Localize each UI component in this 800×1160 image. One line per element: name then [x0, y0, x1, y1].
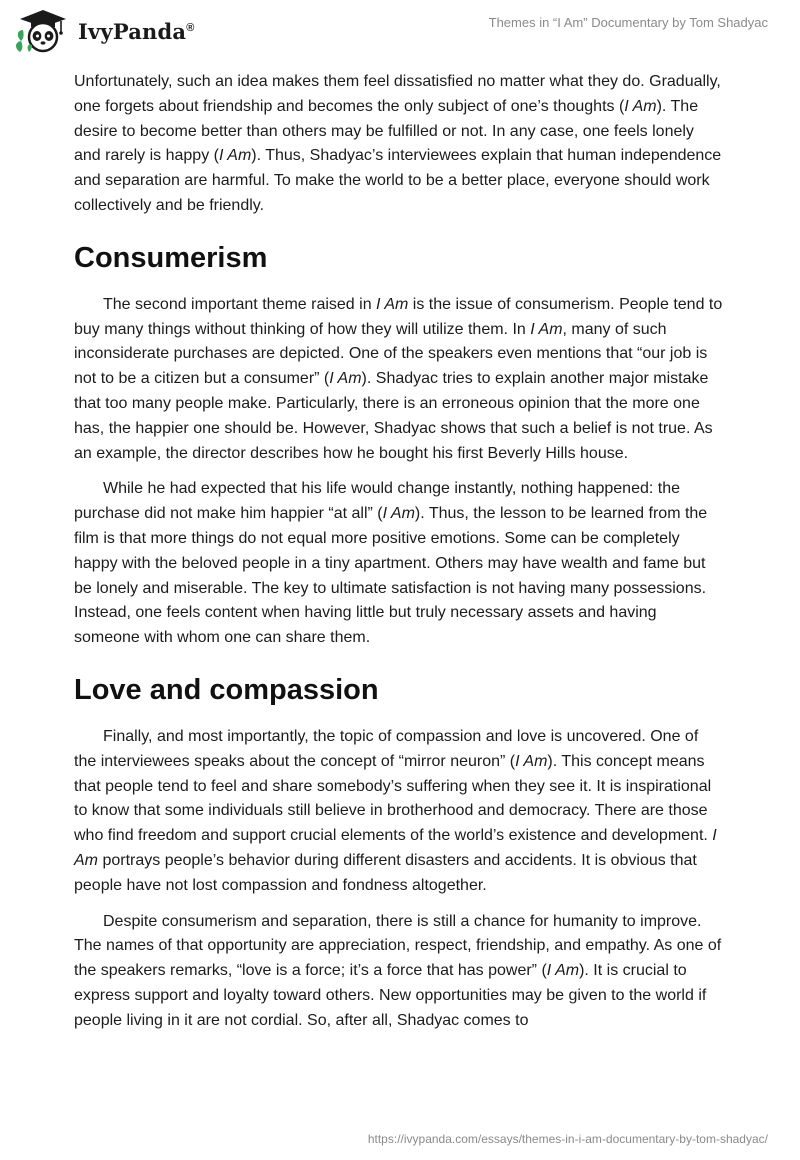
paragraph-love-2: Despite consumerism and separation, there is still a chance for humanity to improve. The names of that opportunity are appreciation, respect, friendship, and empathy. As one of the speakers remarks, “love is a force; it’s a force that has power” (I Am). It is crucial to express support and loyalty toward others. New opportunities may be given to the world if people living in it are not cordial. So, after all, Shadyac comes to [74, 912, 722, 1029]
paragraph-love-1: Finally, and most importantly, the topic of compassion and love is uncovered. One of the interviewees speaks about the concept of “mirror neuron” (I Am). This concept means that people tend to feel and share somebody’s suffering when they see it. It is inspirational to know that some individuals still believe in brotherhood and democracy. There are those who find freedom and support crucial elements of the world’s existence and development. I Am portrays people’s behavior during different disasters and accidents. It is obvious that people have not lost compassion and fondness altogether. [74, 727, 717, 894]
page-header [0, 0, 800, 70]
film-title-italic: I Am [530, 320, 563, 338]
panda-logo-icon [14, 8, 72, 54]
document-title: Themes in “I Am” Documentary by Tom Shadyac [488, 15, 768, 30]
paragraph-consumerism-2: While he had expected that his life would change instantly, nothing happened: the purchase did not make him happier “at all” (I Am). Thus, the lesson to be learned from the film is that more things do not equal more positive emotions. Some can be completely happy with the beloved people in a tiny apartment. Others may have wealth and fame but be lonely and miserable. The key to ultimate satisfaction is not having many possessions. Instead, one feels content when having little but truly necessary assets and having someone with whom one can share them. [74, 480, 708, 647]
brand-name: IvyPanda® [78, 18, 195, 44]
heading-consumerism: Consumerism [74, 241, 268, 274]
film-title-italic: I Am [74, 827, 717, 869]
essay-content [74, 70, 724, 1045]
film-title-italic: I Am [218, 147, 252, 165]
film-title-italic: I Am [329, 370, 362, 388]
film-title-italic: I Am [382, 505, 415, 523]
film-title-italic: I Am [624, 97, 657, 115]
ivypanda-logo[interactable] [14, 8, 195, 54]
film-title-italic: I Am [515, 752, 548, 770]
paragraph-intro-continued: Unfortunately, such an idea makes them feel dissatisfied no matter what they do. Gradually, one forgets about friendship and becomes the only subject of one’s thoughts (I Am). The desire to become better than others may be fulfilled or not. In any case, one feels lonely and rarely is happy (I Am). Thus, Shadyac’s interviewees explain that human independence and separation are harmful. To make the world to be a better place, everyone should work collectively and be friendly. [74, 73, 722, 214]
registered-mark: ® [186, 21, 195, 34]
heading-love-compassion: Love and compassion [74, 673, 379, 706]
paragraph-consumerism-1: The second important theme raised in I Am is the issue of consumerism. People tend to buy many things without thinking of how they will utilize them. In I Am, many of such inconsiderate purchases are depicted. One of the speakers even mentions that “our job is not to be a citizen but a consumer” (I Am). Shadyac tries to explain another major mistake that too many people make. Particularly, there is an erroneous opinion that the more one has, the happier one should be. However, Shadyac shows that such a belief is not true. As an example, the director describes how he bought his first Beverly Hills house. [74, 295, 723, 462]
film-title-italic: I Am [546, 962, 580, 980]
source-url[interactable]: https://ivypanda.com/essays/themes-in-i-am-documentary-by-tom-shadyac/ [367, 1132, 768, 1146]
film-title-italic: I Am [376, 295, 409, 313]
